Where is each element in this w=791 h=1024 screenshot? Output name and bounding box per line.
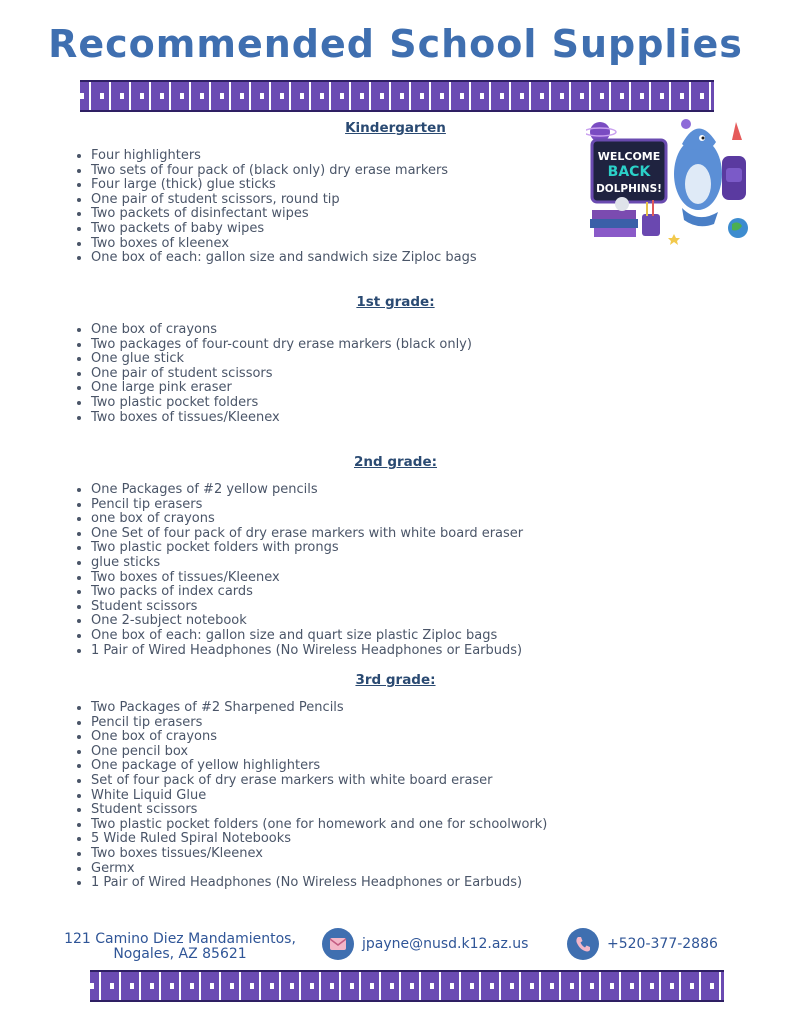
list-item: • Two packets of disinfectant wipes xyxy=(91,207,477,222)
list-item: • One pair of student scissors xyxy=(91,367,472,382)
list-item: • Four highlighters xyxy=(91,149,477,164)
list-item: • Germx xyxy=(91,862,547,877)
page-title: Recommended School Supplies xyxy=(48,22,743,66)
envelope-icon xyxy=(322,928,354,960)
list-item: • Pencil tip erasers xyxy=(91,498,523,513)
clipart-sign-line-3: DOLPHINS! xyxy=(596,183,662,195)
address-line-1: 121 Camino Diez Mandamientos, xyxy=(64,931,296,947)
list-item: • Two packets of baby wipes xyxy=(91,222,477,237)
list-item: • Pencil tip erasers xyxy=(91,716,547,731)
school-address xyxy=(60,932,300,962)
list-item: • Student scissors xyxy=(91,803,547,818)
contact-phone[interactable]: +520-377-2886 xyxy=(607,936,718,952)
clipart-sign-line-2: BACK xyxy=(607,164,651,180)
section-heading-2nd-grade: 2nd grade: xyxy=(353,454,438,470)
welcome-back-dolphins-clipart xyxy=(586,116,752,246)
address-line-2: Nogales, AZ 85621 xyxy=(113,946,247,962)
section-heading-3rd-grade: 3rd grade: xyxy=(355,672,436,688)
list-item: • Two boxes of kleenex xyxy=(91,237,477,252)
list-item: • One 2-subject notebook xyxy=(91,614,523,629)
list-item: • Two packages of four-count dry erase markers (black only) xyxy=(91,338,472,353)
list-item: • Two plastic pocket folders (one for homework and one for schoolwork) xyxy=(91,818,547,833)
list-item: • Student scissors xyxy=(91,600,523,615)
list-item: • Two packs of index cards xyxy=(91,585,523,600)
list-item: • One box of each: gallon size and sandwich size Ziploc bags xyxy=(91,251,477,266)
list-item: • Two plastic pocket folders with prongs xyxy=(91,541,523,556)
list-2nd-grade xyxy=(76,483,523,658)
list-item: • One Set of four pack of dry erase markers with white board eraser xyxy=(91,527,523,542)
phone-icon xyxy=(567,928,599,960)
list-item: • 1 Pair of Wired Headphones (No Wireless Headphones or Earbuds) xyxy=(91,876,547,891)
list-1st-grade xyxy=(76,323,472,425)
list-item: • One box of each: gallon size and quart size plastic Ziploc bags xyxy=(91,629,523,644)
list-item: • One pencil box xyxy=(91,745,547,760)
clipart-sign-line-1: WELCOME xyxy=(597,150,661,163)
list-item: • Two plastic pocket folders xyxy=(91,396,472,411)
list-item: • One glue stick xyxy=(91,352,472,367)
list-item: • glue sticks xyxy=(91,556,523,571)
list-item: • Set of four pack of dry erase markers with white board eraser xyxy=(91,774,547,789)
list-item: • Two sets of four pack of (black only) dry erase markers xyxy=(91,164,477,179)
section-heading-kindergarten: Kindergarten xyxy=(345,120,446,136)
contact-email[interactable]: jpayne@nusd.k12.az.us xyxy=(362,936,529,952)
decorative-bottom-band xyxy=(90,970,724,1002)
list-item: • Four large (thick) glue sticks xyxy=(91,178,477,193)
list-item: • One box of crayons xyxy=(91,730,547,745)
list-item: • One box of crayons xyxy=(91,323,472,338)
list-item: • White Liquid Glue xyxy=(91,789,547,804)
list-item: • Two boxes tissues/Kleenex xyxy=(91,847,547,862)
list-item: • Two Packages of #2 Sharpened Pencils xyxy=(91,701,547,716)
list-item: • 5 Wide Ruled Spiral Notebooks xyxy=(91,832,547,847)
list-item: • Two boxes of tissues/Kleenex xyxy=(91,571,523,586)
list-item: • 1 Pair of Wired Headphones (No Wireless Headphones or Earbuds) xyxy=(91,644,523,659)
list-3rd-grade xyxy=(76,701,547,891)
list-item: • Two boxes of tissues/Kleenex xyxy=(91,411,472,426)
list-kindergarten xyxy=(76,149,477,266)
list-item: • One pair of student scissors, round tip xyxy=(91,193,477,208)
section-heading-1st-grade: 1st grade: xyxy=(356,294,435,310)
list-item: • One package of yellow highlighters xyxy=(91,759,547,774)
list-item: • one box of crayons xyxy=(91,512,523,527)
decorative-top-band xyxy=(80,80,714,112)
list-item: • One Packages of #2 yellow pencils xyxy=(91,483,523,498)
list-item: • One large pink eraser xyxy=(91,381,472,396)
